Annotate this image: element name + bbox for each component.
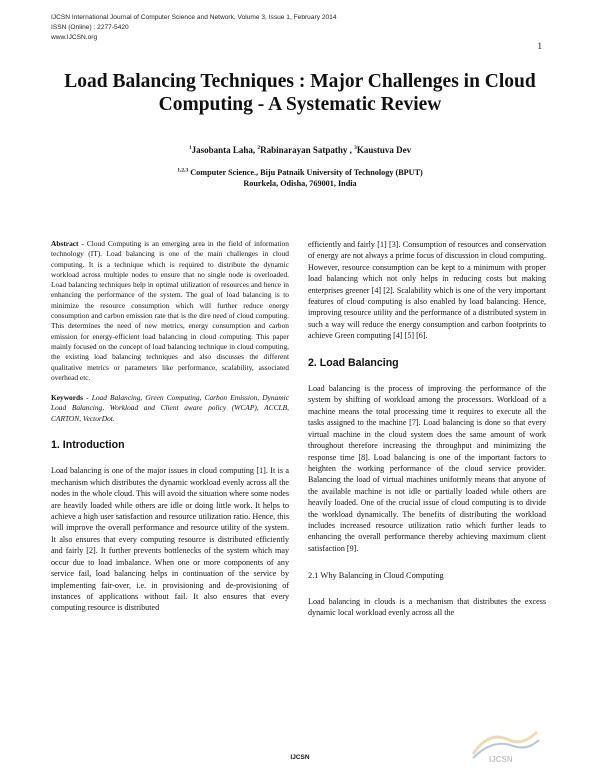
section-2-heading: 2. Load Balancing (308, 356, 399, 369)
section-1-text: Load balancing is one of the major issues in cloud computing [1]. It is a mechanism which distributes the dynamic workload evenly across all the nodes in the whole cloud. This will avoid the situation where some nodes are heavily loaded while others are idle or doing little work. It helps to achieve a high user satisfaction and resource utilization ratio. Hence, this will improve the overall performance and resource utility of the system. It also ensures that every computing resource is distributed efficiently and fairly [2]. It further prevents bottlenecks of the system which may occur due to load imbalance. When one or more components of any service fail, load balancing helps in continuation of the service by implementing fair-over, i.e. in provisioning and de-provisioning of instances of applications without fail. It also ensures that every computing resource is distributed (51, 466, 289, 613)
website: www.IJCSN.org (51, 34, 98, 41)
title-line-2: Computing - A Systematic Review (158, 94, 442, 115)
left-column (51, 239, 289, 624)
affiliation (40, 167, 560, 189)
section-2-1-heading: 2.1 Why Balancing in Cloud Computing (308, 571, 444, 581)
affiliation-line-1: Computer Science., Biju Patnaik University of Technology (BPUT) (188, 168, 423, 177)
author-2-sup: 2 (257, 145, 261, 151)
author-1: Jasobanta Laha, (191, 145, 258, 155)
affiliation-sup: 1,2,3 (177, 167, 189, 174)
keywords (51, 393, 289, 424)
keywords-text: - Load Balancing, Green Computing, Carbon Emission, Dynamic Load Balancing, Workload and Client aware policy (WCAP), ACCLB, CARTON, VectorDot. (51, 393, 289, 423)
authors (40, 145, 560, 155)
journal-header (51, 13, 337, 43)
paper-title (40, 70, 560, 116)
author-3-sup: 3 (354, 145, 357, 151)
abstract-label: Abstract - (51, 239, 87, 248)
abstract (51, 239, 289, 383)
continuation-text: efficiently and fairly [1] [3]. Consumption of resources and conservation of energy are not always a prime focus of discussion in cloud computing. However, resource consumption can be kept to a minimum with proper load balancing which not only helps in reducing costs but making enterprises greener [4] [2]. Scalability which is one of the very important features of cloud computing is also enabled by load balancing. Hence, improving resource utility and the performance of a distributed system in such a way will reduce the energy consumption and carbon footprints to achieve Green computing [4] [5] [6]. (308, 240, 546, 341)
author-2: Rabinarayan Satpathy , (260, 145, 355, 155)
affiliation-line-2: Rourkela, Odisha, 769001, India (243, 179, 357, 188)
keywords-label: Keywords (51, 393, 84, 403)
author-3: Kaustuva Dev (356, 145, 412, 155)
author-1-sup: 1 (188, 145, 192, 151)
abstract-text: Cloud Computing is an emerging area in the field of information technology (IT). Load balancing is one of the main challenges in cloud computing. It is a technique which is required to distribute the dynamic workload across multiple nodes to ensure that no single node is overloaded. Load balancing techniques help in optimal utilization of resources and hence in enhancing the performance of the system. The goal of load balancing is to minimize the resource consumption which will further reduce energy consumption and carbon emission rate that is the dire need of cloud computing. This determines the need of new metrics, energy consumption and carbon emission for energy-efficient load balancing in cloud computing. This paper mainly focused on the concept of load balancing technique in cloud computing, the existing load balancing techniques and also discusses the different qualitative metrics or parameters like performance, scalability, associated overhead etc. (51, 239, 289, 382)
footer: IJCSN (290, 754, 310, 761)
logo-text: IJCSN (489, 755, 513, 764)
right-column (308, 239, 546, 628)
title-line-1: Load Balancing Techniques : Major Challenges in Cloud (64, 71, 536, 92)
section-2-1-text: Load balancing in clouds is a mechanism that distributes the excess dynamic local workload evenly across all the (308, 596, 546, 617)
section-1-heading: 1. Introduction (51, 439, 125, 452)
issn: ISSN (Online) : 2277-5420 (51, 24, 129, 31)
page-number: 1 (537, 41, 542, 51)
section-2-text: Load balancing is the process of improving the performance of the system by shifting of workload among the processors. Workload of a machine means the total processing time it requires to execute all the tasks assigned to the machine [7]. Load balancing is done so that every virtual machine in the cloud system does the same amount of work throughout therefore increasing the throughput and minimizing the response time [8]. Load balancing is one of the important factors to heighten the working performance of the cloud service provider. Balancing the load of virtual machines uniformly means that anyone of the available machine is not idle or partially loaded while others are heavily loaded. One of the crucial issue of cloud computing is to divide the workload dynamically. The benefits of distributing the workload includes increased resource utilization ratio which further leads to enhancing the overall performance thereby achieving maximum client satisfaction [9]. (308, 384, 546, 553)
journal-name: IJCSN International Journal of Computer Science and Network, Volume 3, Issue 1, February 2014 (51, 14, 337, 21)
